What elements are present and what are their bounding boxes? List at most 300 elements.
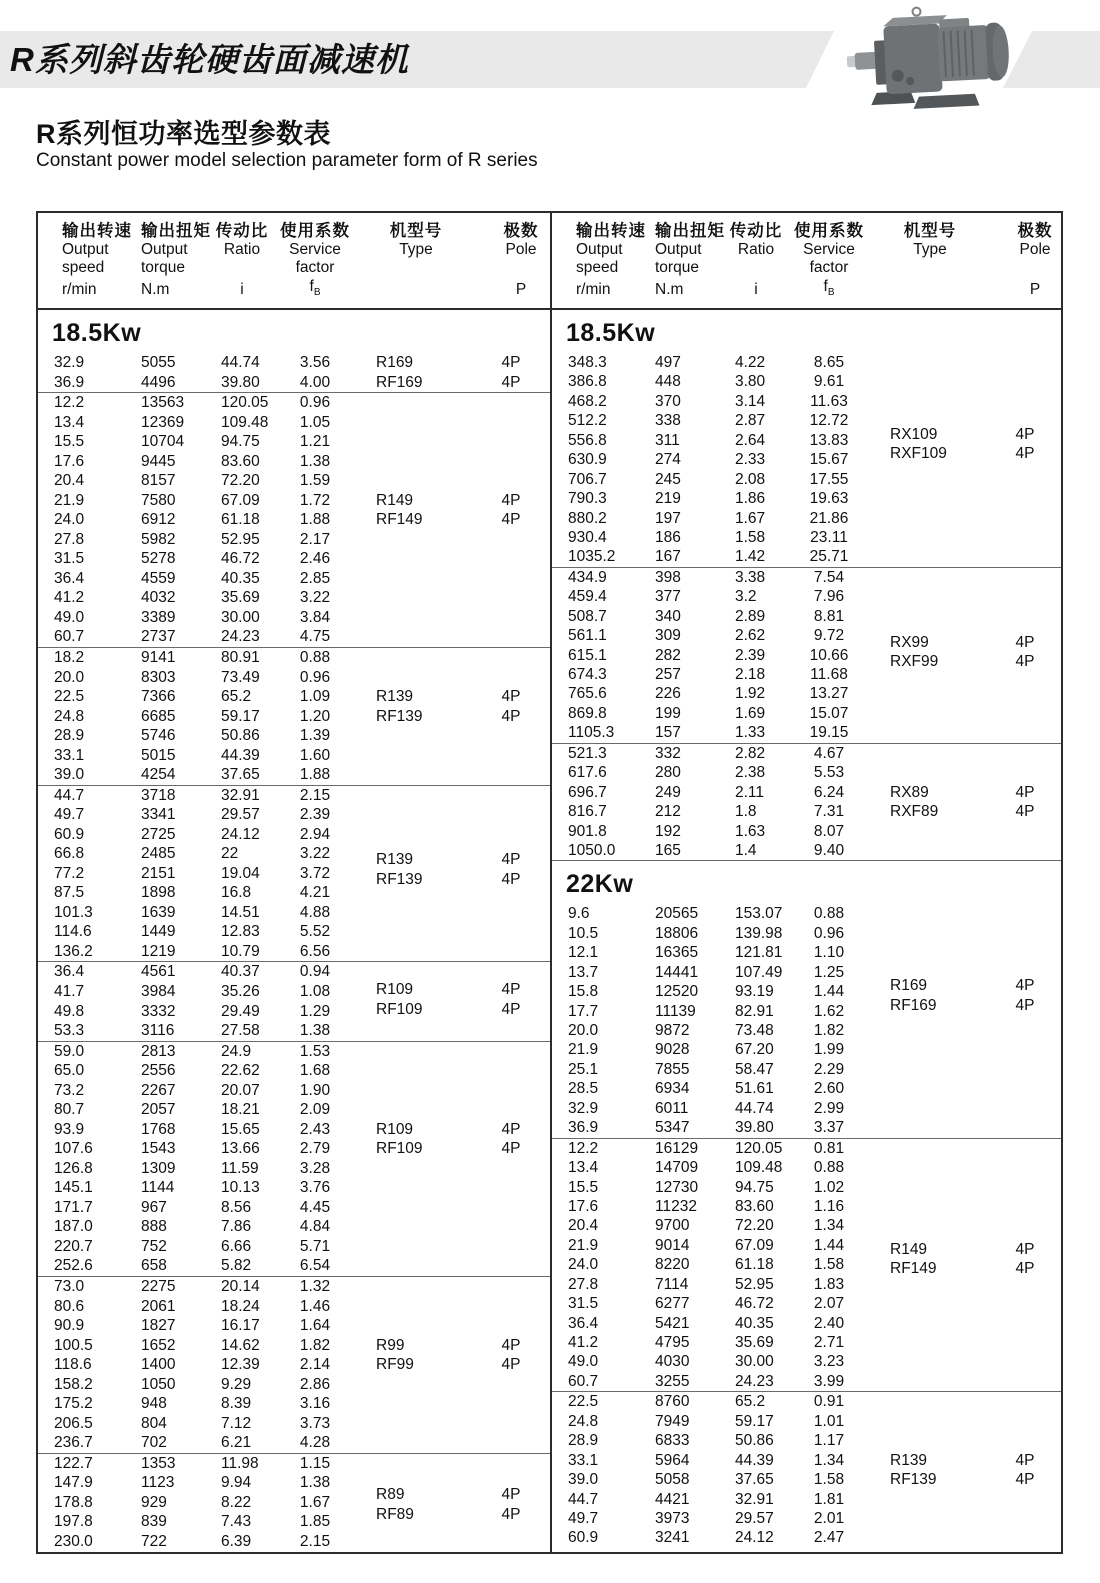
cell-output-speed: 73.0: [54, 1277, 85, 1295]
table-row: [38, 549, 550, 569]
cell-service-factor: 2.09: [299, 1101, 331, 1119]
cell-output-torque: 5015: [141, 746, 176, 764]
cell-output-torque: 274: [655, 451, 681, 469]
cell-ratio: 1.63: [735, 822, 766, 840]
cell-ratio: 1.86: [735, 490, 766, 508]
cell-service-factor: 1.29: [299, 1002, 331, 1020]
cell-service-factor: 2.29: [813, 1060, 845, 1078]
table-row: [552, 1040, 1061, 1059]
cell-service-factor: 0.94: [299, 963, 331, 981]
cell-service-factor: 2.46: [299, 550, 331, 568]
column-header: 输出扭矩 Output torque N.m: [141, 222, 211, 298]
cell-service-factor: 1.58: [813, 1471, 845, 1489]
cell-output-torque: 5055: [141, 354, 176, 371]
cell-type: RF109: [376, 1140, 423, 1158]
cell-output-speed: 31.5: [54, 550, 85, 568]
cell-output-speed: 20.4: [54, 472, 85, 490]
cell-ratio: 72.20: [735, 1217, 774, 1235]
cell-ratio: 59.17: [735, 1412, 774, 1430]
cell-ratio: 18.21: [221, 1101, 260, 1119]
cell-service-factor: 19.15: [809, 724, 849, 742]
table-row: [552, 1236, 1061, 1255]
cell-service-factor: 2.15: [299, 786, 331, 804]
table-row: [38, 413, 550, 433]
cell-ratio: 11.98: [221, 1454, 259, 1472]
cell-output-speed: 93.9: [54, 1120, 85, 1138]
cell-service-factor: 1.64: [299, 1317, 331, 1335]
table-row: [552, 646, 1061, 665]
cell-type: RF169: [890, 996, 937, 1014]
model-block: [38, 353, 550, 392]
cell-output-speed: 901.8: [568, 822, 607, 840]
cell-output-speed: 27.8: [568, 1275, 599, 1293]
model-block: [38, 392, 550, 647]
cell-type: R109: [376, 1120, 414, 1138]
column-header: 机型号 Type: [389, 222, 443, 258]
cell-output-torque: 2813: [141, 1042, 176, 1060]
cell-ratio: 7.43: [221, 1513, 252, 1531]
table-row: [552, 607, 1061, 626]
cell-service-factor: 1.21: [299, 433, 331, 451]
cell-output-torque: 2556: [141, 1062, 176, 1080]
cell-service-factor: 4.84: [299, 1218, 331, 1236]
cell-output-torque: 3389: [141, 608, 176, 626]
cell-output-torque: 6011: [655, 1099, 689, 1117]
cell-output-torque: 5964: [655, 1451, 690, 1469]
cell-output-speed: 36.9: [54, 373, 85, 391]
cell-output-torque: 192: [655, 822, 681, 840]
cell-ratio: 6.66: [221, 1237, 252, 1255]
cell-output-speed: 12.2: [568, 1139, 599, 1157]
cell-pole: 4P: [501, 354, 521, 371]
cell-service-factor: 1.44: [813, 983, 845, 1001]
cell-service-factor: 15.67: [809, 451, 849, 469]
cell-output-torque: 3116: [141, 1022, 175, 1040]
cell-output-torque: 226: [655, 685, 681, 703]
cell-service-factor: 0.81: [813, 1139, 845, 1157]
table-row: [552, 568, 1061, 587]
cell-service-factor: 1.44: [813, 1236, 845, 1254]
cell-service-factor: 2.07: [813, 1295, 845, 1313]
cell-service-factor: 2.86: [299, 1375, 331, 1393]
cell-ratio: 29.49: [221, 1002, 260, 1020]
cell-output-torque: 5421: [655, 1314, 690, 1332]
power-section-title: 22Kw: [552, 860, 1061, 904]
cell-type: RF169: [376, 373, 423, 391]
cell-ratio: 3.80: [735, 373, 766, 391]
cell-ratio: 11.59: [221, 1159, 259, 1177]
cell-pole: 4P: [501, 870, 521, 888]
cell-output-torque: 14709: [655, 1159, 699, 1177]
cell-service-factor: 9.40: [813, 841, 845, 859]
cell-output-speed: 114.6: [54, 923, 92, 941]
cell-pole: 4P: [1015, 1260, 1035, 1278]
cell-ratio: 2.87: [735, 412, 766, 430]
cell-service-factor: 3.16: [299, 1395, 331, 1413]
cell-type: RF149: [890, 1260, 937, 1278]
cell-service-factor: 4.67: [813, 744, 845, 762]
cell-output-torque: 4561: [141, 963, 176, 981]
cell-output-speed: 1105.3: [568, 724, 615, 742]
column-header: 极数 Pole P: [503, 222, 539, 298]
cell-service-factor: 12.72: [809, 412, 849, 430]
cell-type: R139: [890, 1451, 928, 1469]
cell-ratio: 8.56: [221, 1198, 252, 1216]
cell-output-torque: 199: [655, 704, 681, 722]
cell-output-torque: 11232: [655, 1197, 697, 1215]
cell-pole: 4P: [501, 1505, 521, 1523]
cell-output-speed: 12.1: [568, 944, 599, 962]
cell-output-torque: 9700: [655, 1217, 690, 1235]
cell-output-speed: 49.0: [54, 608, 85, 626]
cell-ratio: 93.19: [735, 983, 774, 1001]
model-block: [552, 1391, 1061, 1548]
cell-ratio: 3.38: [735, 568, 766, 586]
cell-output-torque: 839: [141, 1513, 167, 1531]
cell-output-torque: 2737: [141, 628, 176, 646]
cell-ratio: 16.17: [221, 1317, 260, 1335]
cell-service-factor: 1.17: [813, 1432, 845, 1450]
table-row: [38, 648, 550, 668]
cell-output-speed: 21.9: [568, 1236, 599, 1254]
cell-output-speed: 696.7: [568, 783, 607, 801]
cell-output-speed: 20.0: [54, 668, 85, 686]
cell-output-speed: 66.8: [54, 845, 85, 863]
cell-service-factor: 2.17: [299, 530, 331, 548]
cell-service-factor: 1.10: [813, 944, 845, 962]
cell-pole: 4P: [501, 1486, 521, 1503]
cell-type: R169: [376, 354, 414, 371]
cell-output-torque: 9445: [141, 452, 176, 470]
cell-output-speed: 90.9: [54, 1317, 85, 1335]
cell-service-factor: 10.66: [809, 646, 849, 664]
cell-type: RF99: [376, 1356, 414, 1374]
cell-type: R99: [376, 1336, 405, 1354]
table-row: [552, 1099, 1061, 1118]
cell-ratio: 7.86: [221, 1218, 252, 1236]
cell-service-factor: 1.68: [299, 1062, 331, 1080]
cell-ratio: 46.72: [735, 1295, 774, 1313]
table-row: [552, 1431, 1061, 1450]
cell-ratio: 35.69: [735, 1334, 774, 1351]
cell-output-speed: 44.7: [568, 1490, 599, 1508]
cell-output-speed: 386.8: [568, 373, 607, 391]
cell-ratio: 1.92: [735, 685, 766, 703]
cell-output-speed: 206.5: [54, 1414, 93, 1432]
cell-service-factor: 2.15: [299, 1532, 331, 1550]
table-row: [38, 393, 550, 413]
table-row: [38, 805, 550, 825]
cell-service-factor: 0.96: [813, 924, 845, 942]
cell-output-torque: 1353: [141, 1454, 176, 1472]
cell-pole: 4P: [1015, 977, 1035, 995]
cell-ratio: 121.81: [735, 944, 783, 962]
cell-ratio: 2.18: [735, 666, 766, 683]
table-row: [38, 1100, 550, 1120]
table-row: [552, 665, 1061, 684]
cell-output-speed: 59.0: [54, 1042, 85, 1060]
table-row: [552, 1372, 1061, 1391]
cell-output-torque: 9872: [655, 1022, 690, 1039]
cell-output-speed: 36.4: [54, 569, 85, 587]
cell-output-torque: 8157: [141, 472, 176, 490]
cell-output-speed: 17.6: [568, 1197, 599, 1215]
cell-pole: 4P: [501, 1120, 521, 1138]
cell-output-torque: 4421: [655, 1490, 690, 1508]
cell-output-torque: 4559: [141, 569, 176, 587]
column-header: 使用系数 Service factor $f_B$: [794, 222, 864, 298]
model-block: [552, 353, 1061, 567]
cell-ratio: 8.22: [221, 1493, 252, 1511]
cell-output-torque: 2057: [141, 1101, 176, 1119]
column-header: 输出转速 Output speed r/min: [62, 222, 132, 298]
table-row: [38, 452, 550, 472]
cell-service-factor: 2.79: [299, 1140, 331, 1158]
model-block: [552, 1138, 1061, 1392]
column-header: 传动比 Ratio i: [729, 222, 783, 298]
cell-output-speed: 60.7: [54, 628, 85, 646]
cell-output-torque: 752: [141, 1237, 167, 1255]
cell-ratio: 3.14: [735, 392, 766, 410]
cell-pole: 4P: [501, 1000, 521, 1018]
cell-output-torque: 165: [655, 841, 681, 859]
cell-service-factor: 8.07: [813, 822, 845, 840]
cell-ratio: 5.82: [221, 1257, 252, 1275]
cell-output-speed: 49.7: [568, 1509, 599, 1527]
cell-ratio: 2.89: [735, 607, 766, 625]
cell-type: RX99: [890, 633, 929, 651]
cell-output-speed: 630.9: [568, 451, 607, 469]
cell-output-torque: 2725: [141, 825, 176, 843]
table-row: [552, 392, 1061, 411]
cell-output-torque: 6685: [141, 707, 176, 725]
table-row: [552, 1490, 1061, 1509]
cell-output-speed: 73.2: [54, 1081, 85, 1099]
cell-output-speed: 36.9: [568, 1119, 599, 1137]
cell-output-speed: 22.5: [54, 688, 85, 706]
cell-output-torque: 6277: [655, 1295, 690, 1313]
cell-ratio: 50.86: [735, 1432, 774, 1450]
cell-ratio: 9.94: [221, 1474, 252, 1492]
cell-pole: 4P: [501, 1336, 521, 1354]
cell-service-factor: 2.71: [813, 1334, 845, 1351]
cell-output-torque: 9028: [655, 1041, 690, 1059]
cell-service-factor: 3.37: [813, 1119, 845, 1137]
cell-service-factor: 7.96: [813, 588, 845, 606]
cell-output-speed: 187.0: [54, 1218, 93, 1236]
cell-ratio: 44.74: [735, 1099, 774, 1117]
table-row: [38, 1042, 550, 1062]
cell-output-speed: 39.0: [568, 1471, 599, 1489]
cell-type: R149: [890, 1240, 928, 1258]
cell-output-torque: 245: [655, 470, 681, 488]
parameter-table: [36, 211, 1063, 1554]
cell-output-torque: 804: [141, 1414, 167, 1432]
cell-output-speed: 178.8: [54, 1493, 93, 1511]
cell-output-speed: 32.9: [54, 354, 85, 371]
cell-ratio: 44.74: [221, 354, 260, 371]
cell-output-torque: 212: [655, 803, 681, 821]
cell-service-factor: 1.25: [813, 963, 845, 981]
cell-output-speed: 816.7: [568, 803, 607, 821]
cell-ratio: 1.33: [735, 724, 766, 742]
cell-ratio: 10.79: [221, 942, 260, 960]
cell-ratio: 94.75: [221, 433, 260, 451]
table-row: [552, 431, 1061, 450]
cell-output-speed: 49.8: [54, 1002, 85, 1020]
cell-service-factor: 15.07: [809, 704, 849, 722]
table-row: [38, 825, 550, 845]
cell-service-factor: 3.76: [299, 1179, 331, 1197]
cell-service-factor: 1.85: [299, 1513, 331, 1531]
cell-ratio: 2.62: [735, 627, 766, 645]
cell-output-speed: 49.0: [568, 1353, 599, 1371]
cell-output-torque: 1309: [141, 1159, 176, 1177]
cell-output-speed: 147.9: [54, 1474, 93, 1492]
table-row: [552, 763, 1061, 782]
cell-output-speed: 44.7: [54, 786, 85, 804]
cell-service-factor: 1.05: [299, 413, 331, 431]
table-row: [552, 1451, 1061, 1470]
cell-pole: 4P: [501, 688, 521, 706]
cell-service-factor: 4.75: [299, 628, 331, 646]
table-row: [552, 783, 1061, 802]
cell-output-speed: 15.8: [568, 983, 599, 1001]
table-row: [552, 1528, 1061, 1547]
cell-service-factor: 1.67: [299, 1493, 331, 1511]
cell-output-speed: 561.1: [568, 627, 607, 645]
cell-service-factor: 1.72: [299, 491, 331, 509]
cell-output-torque: 186: [655, 528, 681, 546]
cell-service-factor: 1.62: [813, 1002, 845, 1020]
cell-service-factor: 2.14: [299, 1356, 331, 1374]
cell-service-factor: 11.63: [810, 392, 848, 410]
column-header: 极数 Pole P: [1017, 222, 1053, 298]
cell-service-factor: 2.01: [813, 1509, 845, 1527]
table-row: [38, 373, 550, 393]
cell-output-torque: 1827: [141, 1317, 176, 1335]
cell-output-torque: 7366: [141, 688, 176, 706]
cell-ratio: 153.07: [735, 905, 783, 923]
cell-output-speed: 65.0: [54, 1062, 85, 1080]
cell-service-factor: 4.21: [299, 884, 331, 902]
table-row: [552, 509, 1061, 528]
column-header: 输出扭矩 Output torque N.m: [655, 222, 725, 298]
cell-ratio: 67.20: [735, 1041, 774, 1059]
table-row: [38, 1198, 550, 1218]
cell-output-speed: 10.5: [568, 924, 599, 942]
cell-ratio: 67.09: [735, 1236, 774, 1254]
cell-ratio: 22.62: [221, 1062, 260, 1080]
cell-ratio: 27.58: [221, 1022, 260, 1040]
cell-service-factor: 1.38: [299, 452, 331, 470]
cell-service-factor: 3.22: [299, 589, 331, 607]
table-row: [38, 627, 550, 647]
cell-ratio: 51.61: [735, 1080, 774, 1098]
cell-service-factor: 1.83: [813, 1275, 845, 1293]
cell-type: RF139: [890, 1471, 937, 1489]
table-row: [38, 471, 550, 491]
cell-output-speed: 24.8: [54, 707, 85, 725]
cell-output-torque: 1123: [141, 1474, 175, 1492]
cell-pole: 4P: [1015, 1451, 1035, 1469]
cell-output-torque: 1639: [141, 903, 176, 921]
table-row: [38, 1394, 550, 1414]
cell-type: RX109: [890, 425, 938, 443]
cell-ratio: 3.2: [735, 588, 757, 606]
table-row: [552, 528, 1061, 547]
cell-output-speed: 13.4: [54, 413, 85, 431]
cell-ratio: 139.98: [735, 924, 783, 942]
cell-output-torque: 888: [141, 1218, 167, 1236]
cell-output-torque: 282: [655, 646, 681, 664]
cell-output-torque: 167: [655, 548, 681, 566]
cell-service-factor: 1.32: [299, 1277, 331, 1295]
cell-output-torque: 4496: [141, 373, 176, 391]
cell-ratio: 2.38: [735, 764, 766, 782]
cell-service-factor: 3.84: [299, 608, 331, 626]
table-row: [38, 982, 550, 1002]
cell-output-torque: 11139: [655, 1002, 696, 1020]
cell-output-speed: 674.3: [568, 666, 607, 683]
cell-ratio: 82.91: [735, 1002, 774, 1020]
cell-service-factor: 23.11: [810, 528, 848, 546]
cell-ratio: 52.95: [221, 530, 260, 548]
cell-output-speed: 27.8: [54, 530, 85, 548]
cell-ratio: 52.95: [735, 1275, 774, 1293]
cell-output-speed: 39.0: [54, 766, 85, 784]
cell-type: RXF109: [890, 445, 947, 463]
table-row: [38, 1081, 550, 1101]
cell-service-factor: 5.53: [813, 764, 845, 782]
cell-output-torque: 7855: [655, 1060, 690, 1078]
cell-output-torque: 4030: [655, 1353, 690, 1371]
cell-ratio: 80.91: [221, 648, 260, 666]
cell-service-factor: 5.52: [299, 923, 331, 941]
cell-service-factor: 1.08: [299, 983, 331, 1000]
table-row: [38, 1433, 550, 1453]
cell-service-factor: 19.63: [809, 490, 849, 508]
cell-ratio: 40.35: [735, 1314, 774, 1332]
cell-type: RXF99: [890, 653, 939, 671]
cell-output-speed: 880.2: [568, 509, 607, 527]
cell-output-torque: 2151: [141, 864, 176, 882]
cell-output-torque: 1543: [141, 1140, 176, 1158]
table-row: [38, 746, 550, 766]
table-row: [552, 1002, 1061, 1021]
cell-ratio: 2.64: [735, 431, 766, 449]
cell-output-speed: 17.7: [568, 1002, 599, 1020]
cell-service-factor: 1.34: [813, 1451, 845, 1469]
cell-output-torque: 3973: [655, 1509, 690, 1527]
column-header: 机型号 Type: [903, 222, 957, 258]
cell-output-speed: 197.8: [54, 1513, 93, 1531]
cell-output-speed: 80.6: [54, 1297, 85, 1315]
cell-service-factor: 4.45: [299, 1198, 331, 1216]
banner-title: R系列斜齿轮硬齿面减速机: [10, 41, 409, 78]
cell-output-torque: 722: [141, 1532, 167, 1550]
table-row: [38, 353, 550, 373]
cell-output-speed: 32.9: [568, 1099, 599, 1117]
cell-output-torque: 3718: [141, 786, 176, 804]
table-header: [38, 213, 550, 310]
cell-service-factor: 1.53: [299, 1042, 331, 1060]
cell-output-torque: 5278: [141, 550, 176, 568]
cell-output-speed: 220.7: [54, 1237, 93, 1255]
table-row: [552, 450, 1061, 469]
cell-ratio: 29.57: [735, 1509, 774, 1527]
table-row: [38, 942, 550, 962]
